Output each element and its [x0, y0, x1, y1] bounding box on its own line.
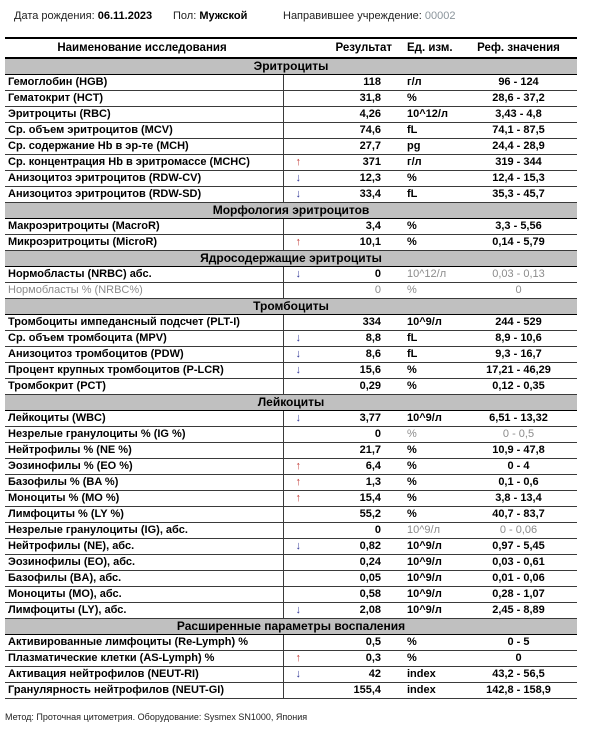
reference-range: 0: [460, 283, 577, 299]
table-row: [5, 171, 577, 187]
birth-date-label: Дата рождения:: [14, 10, 95, 22]
unit-value: 10^9/л: [395, 587, 460, 603]
column-header-test-name: Наименование исследования: [5, 38, 313, 58]
reference-range: 2,45 - 8,89: [460, 603, 577, 619]
arrow-up-icon: ↑: [295, 476, 301, 488]
table-row: [5, 91, 577, 107]
result-value: 12,3: [313, 171, 395, 187]
sex-value: Мужской: [199, 10, 248, 22]
flag-cell: [283, 91, 313, 107]
result-value: 8,8: [313, 331, 395, 347]
referral-label: Направившее учреждение:: [283, 10, 422, 22]
reference-range: 0: [460, 651, 577, 667]
unit-value: %: [395, 235, 460, 251]
flag-cell: [283, 603, 313, 619]
flag-cell: [283, 123, 313, 139]
reference-range: 40,7 - 83,7: [460, 507, 577, 523]
unit-value: index: [395, 683, 460, 699]
table-row: [5, 235, 577, 251]
table-row: [5, 635, 577, 651]
unit-value: %: [395, 459, 460, 475]
test-name: Нейтрофилы (NE), абс.: [5, 539, 283, 555]
table-row: [5, 539, 577, 555]
flag-cell: [283, 443, 313, 459]
test-name: Анизоцитоз тромбоцитов (PDW): [5, 347, 283, 363]
test-name: Анизоцитоз эритроцитов (RDW-CV): [5, 171, 283, 187]
sex-label: Пол:: [173, 10, 197, 22]
unit-value: fL: [395, 347, 460, 363]
flag-cell: [283, 107, 313, 123]
table-row: [5, 283, 577, 299]
flag-cell: [283, 539, 313, 555]
test-name: Лейкоциты (WBC): [5, 411, 283, 427]
unit-value: 10^9/л: [395, 603, 460, 619]
table-row: [5, 139, 577, 155]
arrow-down-icon: ↓: [295, 268, 301, 280]
test-name: Эозинофилы (EO), абс.: [5, 555, 283, 571]
result-value: 0: [313, 523, 395, 539]
sex-field: [173, 10, 247, 22]
table-row: [5, 667, 577, 683]
test-name: Анизоцитоз эритроцитов (RDW-SD): [5, 187, 283, 203]
result-value: 0,58: [313, 587, 395, 603]
reference-range: 0 - 4: [460, 459, 577, 475]
flag-cell: [283, 587, 313, 603]
unit-value: %: [395, 363, 460, 379]
reference-range: 319 - 344: [460, 155, 577, 171]
test-name: Эозинофилы % (EO %): [5, 459, 283, 475]
arrow-down-icon: ↓: [295, 364, 301, 376]
result-value: 10,1: [313, 235, 395, 251]
arrow-down-icon: ↓: [295, 172, 301, 184]
unit-value: %: [395, 443, 460, 459]
table-row: [5, 363, 577, 379]
flag-cell: [283, 75, 313, 91]
section-row: [5, 203, 577, 219]
flag-cell: [283, 459, 313, 475]
table-row: [5, 603, 577, 619]
test-name: Ср. объем тромбоцита (MPV): [5, 331, 283, 347]
flag-cell: [283, 507, 313, 523]
unit-value: %: [395, 379, 460, 395]
result-value: 31,8: [313, 91, 395, 107]
result-value: 21,7: [313, 443, 395, 459]
result-value: 42: [313, 667, 395, 683]
test-name: Гематокрит (HCT): [5, 91, 283, 107]
test-name: Тромбокрит (PCT): [5, 379, 283, 395]
unit-value: 10^12/л: [395, 107, 460, 123]
result-value: 371: [313, 155, 395, 171]
result-value: 155,4: [313, 683, 395, 699]
section-row: [5, 58, 577, 75]
result-value: 0,5: [313, 635, 395, 651]
result-value: 2,08: [313, 603, 395, 619]
reference-range: 24,4 - 28,9: [460, 139, 577, 155]
table-row: [5, 411, 577, 427]
flag-cell: [283, 139, 313, 155]
referral-field: [283, 10, 456, 22]
patient-info-bar: [0, 10, 600, 28]
reference-range: 74,1 - 87,5: [460, 123, 577, 139]
table-row: [5, 379, 577, 395]
result-value: 0,82: [313, 539, 395, 555]
table-row: [5, 107, 577, 123]
reference-range: 0 - 0,5: [460, 427, 577, 443]
table-row: [5, 347, 577, 363]
result-value: 27,7: [313, 139, 395, 155]
arrow-up-icon: ↑: [295, 652, 301, 664]
unit-value: 10^9/л: [395, 555, 460, 571]
table-row: [5, 651, 577, 667]
table-row: [5, 427, 577, 443]
arrow-down-icon: ↓: [295, 604, 301, 616]
unit-value: fL: [395, 123, 460, 139]
flag-cell: [283, 155, 313, 171]
flag-cell: [283, 379, 313, 395]
unit-value: 10^9/л: [395, 411, 460, 427]
table-header-row: [5, 38, 577, 58]
table-row: [5, 219, 577, 235]
reference-range: 96 - 124: [460, 75, 577, 91]
reference-range: 8,9 - 10,6: [460, 331, 577, 347]
result-value: 118: [313, 75, 395, 91]
unit-value: index: [395, 667, 460, 683]
reference-range: 0,03 - 0,13: [460, 267, 577, 283]
test-name: Тромбоциты импедансный подсчет (PLT-I): [5, 315, 283, 331]
result-value: 33,4: [313, 187, 395, 203]
reference-range: 10,9 - 47,8: [460, 443, 577, 459]
reference-range: 28,6 - 37,2: [460, 91, 577, 107]
test-name: Ср. концентрация Hb в эритромассе (MCHC): [5, 155, 283, 171]
table-row: [5, 443, 577, 459]
reference-range: 0,14 - 5,79: [460, 235, 577, 251]
reference-range: 17,21 - 46,29: [460, 363, 577, 379]
unit-value: %: [395, 283, 460, 299]
arrow-up-icon: ↑: [295, 492, 301, 504]
test-name: Лимфоциты % (LY %): [5, 507, 283, 523]
unit-value: г/л: [395, 75, 460, 91]
result-value: 0,29: [313, 379, 395, 395]
birth-date-value: 06.11.2023: [97, 10, 153, 22]
unit-value: г/л: [395, 155, 460, 171]
unit-value: %: [395, 475, 460, 491]
section-title: Расширенные параметры воспаления: [5, 619, 577, 635]
section-title: Ядросодержащие эритроциты: [5, 251, 577, 267]
reference-range: 35,3 - 45,7: [460, 187, 577, 203]
test-name: Незрелые гранулоциты % (IG %): [5, 427, 283, 443]
flag-cell: [283, 171, 313, 187]
flag-cell: [283, 315, 313, 331]
table-row: [5, 267, 577, 283]
reference-range: 0,01 - 0,06: [460, 571, 577, 587]
result-value: 8,6: [313, 347, 395, 363]
test-name: Микроэритроциты (MicroR): [5, 235, 283, 251]
table-row: [5, 587, 577, 603]
test-name: Активация нейтрофилов (NEUT-RI): [5, 667, 283, 683]
unit-value: %: [395, 219, 460, 235]
test-name: Макроэритроциты (MacroR): [5, 219, 283, 235]
reference-range: 3,8 - 13,4: [460, 491, 577, 507]
table-row: [5, 315, 577, 331]
birth-date-field: [14, 10, 152, 22]
test-name: Гранулярность нейтрофилов (NEUT-GI): [5, 683, 283, 699]
reference-range: 0,97 - 5,45: [460, 539, 577, 555]
section-title: Лейкоциты: [5, 395, 577, 411]
table-row: [5, 507, 577, 523]
table-row: [5, 75, 577, 91]
reference-range: 244 - 529: [460, 315, 577, 331]
arrow-down-icon: ↓: [295, 412, 301, 424]
test-name: Эритроциты (RBC): [5, 107, 283, 123]
flag-cell: [283, 411, 313, 427]
flag-cell: [283, 219, 313, 235]
test-name: Плазматические клетки (AS-Lymph) %: [5, 651, 283, 667]
result-value: 1,3: [313, 475, 395, 491]
section-row: [5, 619, 577, 635]
test-name: Незрелые гранулоциты (IG), абс.: [5, 523, 283, 539]
flag-cell: [283, 363, 313, 379]
reference-range: 0 - 5: [460, 635, 577, 651]
arrow-down-icon: ↓: [295, 188, 301, 200]
table-row: [5, 187, 577, 203]
result-value: 74,6: [313, 123, 395, 139]
section-title: Эритроциты: [5, 58, 577, 75]
reference-range: 12,4 - 15,3: [460, 171, 577, 187]
table-row: [5, 475, 577, 491]
test-name: Базофилы % (BA %): [5, 475, 283, 491]
test-name: Нейтрофилы % (NE %): [5, 443, 283, 459]
result-value: 3,77: [313, 411, 395, 427]
table-row: [5, 491, 577, 507]
section-row: [5, 251, 577, 267]
reference-range: 0,12 - 0,35: [460, 379, 577, 395]
arrow-down-icon: ↓: [295, 540, 301, 552]
reference-range: 3,43 - 4,8: [460, 107, 577, 123]
result-value: 0,3: [313, 651, 395, 667]
unit-value: fL: [395, 187, 460, 203]
arrow-up-icon: ↑: [295, 460, 301, 472]
unit-value: 10^9/л: [395, 539, 460, 555]
column-header-result: Результат: [313, 38, 395, 58]
result-value: 0,24: [313, 555, 395, 571]
table-row: [5, 683, 577, 699]
unit-value: %: [395, 651, 460, 667]
unit-value: %: [395, 171, 460, 187]
test-name: Нормобласты (NRBC) абс.: [5, 267, 283, 283]
table-row: [5, 523, 577, 539]
arrow-down-icon: ↓: [295, 668, 301, 680]
test-name: Моноциты % (MO %): [5, 491, 283, 507]
flag-cell: [283, 347, 313, 363]
result-value: 0,05: [313, 571, 395, 587]
test-name: Процент крупных тромбоцитов (P-LCR): [5, 363, 283, 379]
flag-cell: [283, 523, 313, 539]
flag-cell: [283, 635, 313, 651]
flag-cell: [283, 187, 313, 203]
flag-cell: [283, 267, 313, 283]
table-row: [5, 571, 577, 587]
test-name: Моноциты (MO), абс.: [5, 587, 283, 603]
result-value: 3,4: [313, 219, 395, 235]
result-value: 334: [313, 315, 395, 331]
flag-cell: [283, 283, 313, 299]
table-row: [5, 555, 577, 571]
reference-range: 142,8 - 158,9: [460, 683, 577, 699]
referral-value: 00002: [424, 10, 456, 22]
result-value: 0: [313, 267, 395, 283]
flag-cell: [283, 491, 313, 507]
reference-range: 0,1 - 0,6: [460, 475, 577, 491]
flag-cell: [283, 571, 313, 587]
arrow-up-icon: ↑: [295, 156, 301, 168]
result-value: 4,26: [313, 107, 395, 123]
test-name: Ср. объем эритроцитов (MCV): [5, 123, 283, 139]
flag-cell: [283, 667, 313, 683]
test-name: Ср. содержание Hb в эр-те (MCH): [5, 139, 283, 155]
method-footnote: Метод: Проточная цитометрия. Оборудование: Sysmex SN1000, Япония: [5, 712, 308, 722]
flag-cell: [283, 331, 313, 347]
unit-value: fL: [395, 331, 460, 347]
test-name: Активированные лимфоциты (Re-Lymph) %: [5, 635, 283, 651]
column-header-reference: Реф. значения: [460, 38, 577, 58]
section-row: [5, 395, 577, 411]
arrow-down-icon: ↓: [295, 332, 301, 344]
reference-range: 0,28 - 1,07: [460, 587, 577, 603]
unit-value: 10^9/л: [395, 315, 460, 331]
flag-cell: [283, 555, 313, 571]
reference-range: 9,3 - 16,7: [460, 347, 577, 363]
section-row: [5, 299, 577, 315]
unit-value: %: [395, 507, 460, 523]
flag-cell: [283, 475, 313, 491]
arrow-down-icon: ↓: [295, 348, 301, 360]
reference-range: 6,51 - 13,32: [460, 411, 577, 427]
result-value: 15,6: [313, 363, 395, 379]
section-title: Тромбоциты: [5, 299, 577, 315]
reference-range: 3,3 - 5,56: [460, 219, 577, 235]
unit-value: %: [395, 427, 460, 443]
unit-value: pg: [395, 139, 460, 155]
unit-value: %: [395, 91, 460, 107]
unit-value: %: [395, 491, 460, 507]
flag-cell: [283, 683, 313, 699]
table-row: [5, 459, 577, 475]
column-header-unit: Ед. изм.: [395, 38, 460, 58]
arrow-up-icon: ↑: [295, 236, 301, 248]
section-title: Морфология эритроцитов: [5, 203, 577, 219]
unit-value: 10^12/л: [395, 267, 460, 283]
results-table: [5, 37, 577, 699]
test-name: Лимфоциты (LY), абс.: [5, 603, 283, 619]
flag-cell: [283, 235, 313, 251]
result-value: 0: [313, 283, 395, 299]
unit-value: 10^9/л: [395, 523, 460, 539]
result-value: 15,4: [313, 491, 395, 507]
test-name: Базофилы (BA), абс.: [5, 571, 283, 587]
flag-cell: [283, 651, 313, 667]
table-row: [5, 155, 577, 171]
table-row: [5, 331, 577, 347]
test-name: Гемоглобин (HGB): [5, 75, 283, 91]
test-name: Нормобласты % (NRBC%): [5, 283, 283, 299]
result-value: 0: [313, 427, 395, 443]
result-value: 55,2: [313, 507, 395, 523]
reference-range: 43,2 - 56,5: [460, 667, 577, 683]
reference-range: 0 - 0,06: [460, 523, 577, 539]
table-row: [5, 123, 577, 139]
unit-value: %: [395, 635, 460, 651]
unit-value: 10^9/л: [395, 571, 460, 587]
results-table-body: [5, 58, 577, 699]
result-value: 6,4: [313, 459, 395, 475]
reference-range: 0,03 - 0,61: [460, 555, 577, 571]
flag-cell: [283, 427, 313, 443]
